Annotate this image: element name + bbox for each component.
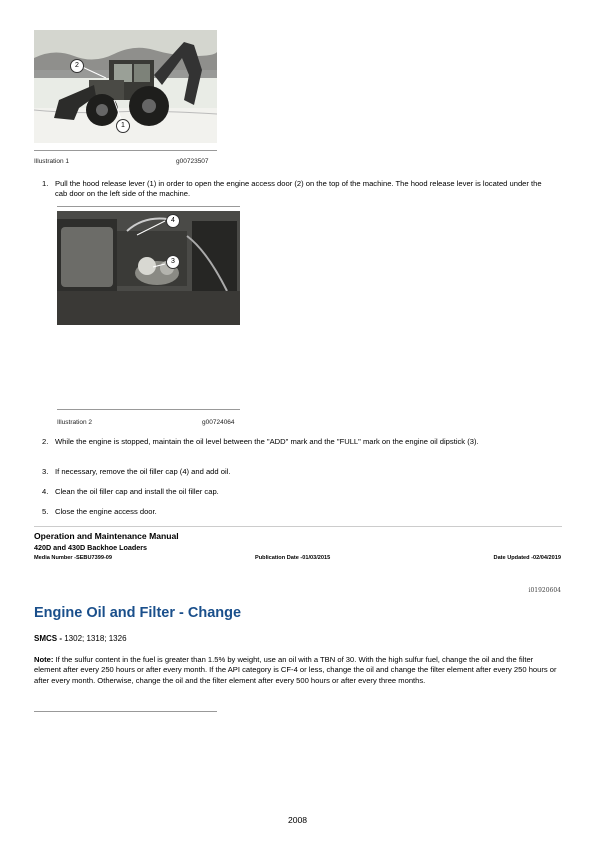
manual-title: Operation and Maintenance Manual [34,531,179,541]
illustration-1-photo [34,30,217,143]
smcs-codes: 1302; 1318; 1326 [64,634,127,643]
next-illustration-rule [34,711,217,712]
callout-3: 3 [166,255,180,269]
illustration-1-caption-code: g00723507 [176,158,209,165]
date-updated: Date Updated -02/04/2019 [493,555,561,561]
step-number: 4. [42,487,49,496]
callout-1: 1 [116,119,130,133]
note-text: If the sulfur content in the fuel is greater than 1.5% by weight, use an oil with a TBN of 30. With the high sulfur fuel, change the oil and the filter element after every 250 hours or after every month. If the API category is CF-4 or less, change the oil and change the filter element after every 250 hours or after every month. Otherwise, change the oil and the filter element after every 500 hours or after every three months. [34,655,557,685]
page-number: 2008 [287,815,308,825]
step-number: 5. [42,507,49,516]
step-text: Close the engine access door. [55,507,157,516]
step-text: Pull the hood release lever (1) in order to open the engine access door (2) on the top of the machine. The hood release lever is located under the cab door on the left side of the machine. [55,179,542,198]
step-2 [42,437,552,459]
document-id: i01920604 [528,587,561,594]
section-title: Engine Oil and Filter - Change [34,605,242,621]
media-number: Media Number -SEBU7399-09 [34,555,113,561]
step-number: 1. [42,179,49,188]
smcs-label: SMCS - [34,634,65,643]
step-5 [42,507,552,519]
step-4 [42,487,552,499]
callout-2: 2 [70,59,84,73]
step-3 [42,467,552,479]
illustration-1-divider [34,150,217,151]
smcs-line [34,634,127,643]
step-number: 2. [42,437,49,446]
publication-date: Publication Date -01/03/2015 [255,555,331,561]
note-paragraph [34,655,562,686]
illustration-2-divider [57,409,240,410]
step-text: While the engine is stopped, maintain the oil level between the "ADD" mark and the "FULL" mark on the engine oil dipstick (3). [55,437,479,446]
illustration-2-photo [57,211,240,325]
step-1 [42,179,552,201]
illustration-2-caption-label: Illustration 2 [57,419,93,426]
step-text: If necessary, remove the oil filler cap (4) and add oil. [55,467,231,476]
step-number: 3. [42,467,49,476]
callout-4: 4 [166,214,180,228]
illustration-2-top-rule [57,206,240,207]
manual-header-rule [34,526,562,527]
note-label: Note: [34,655,54,664]
manual-subtitle: 420D and 430D Backhoe Loaders [34,543,148,552]
illustration-1-caption-label: Illustration 1 [34,158,70,165]
illustration-2-caption-code: g00724064 [202,419,235,426]
step-text: Clean the oil filler cap and install the oil filler cap. [55,487,219,496]
